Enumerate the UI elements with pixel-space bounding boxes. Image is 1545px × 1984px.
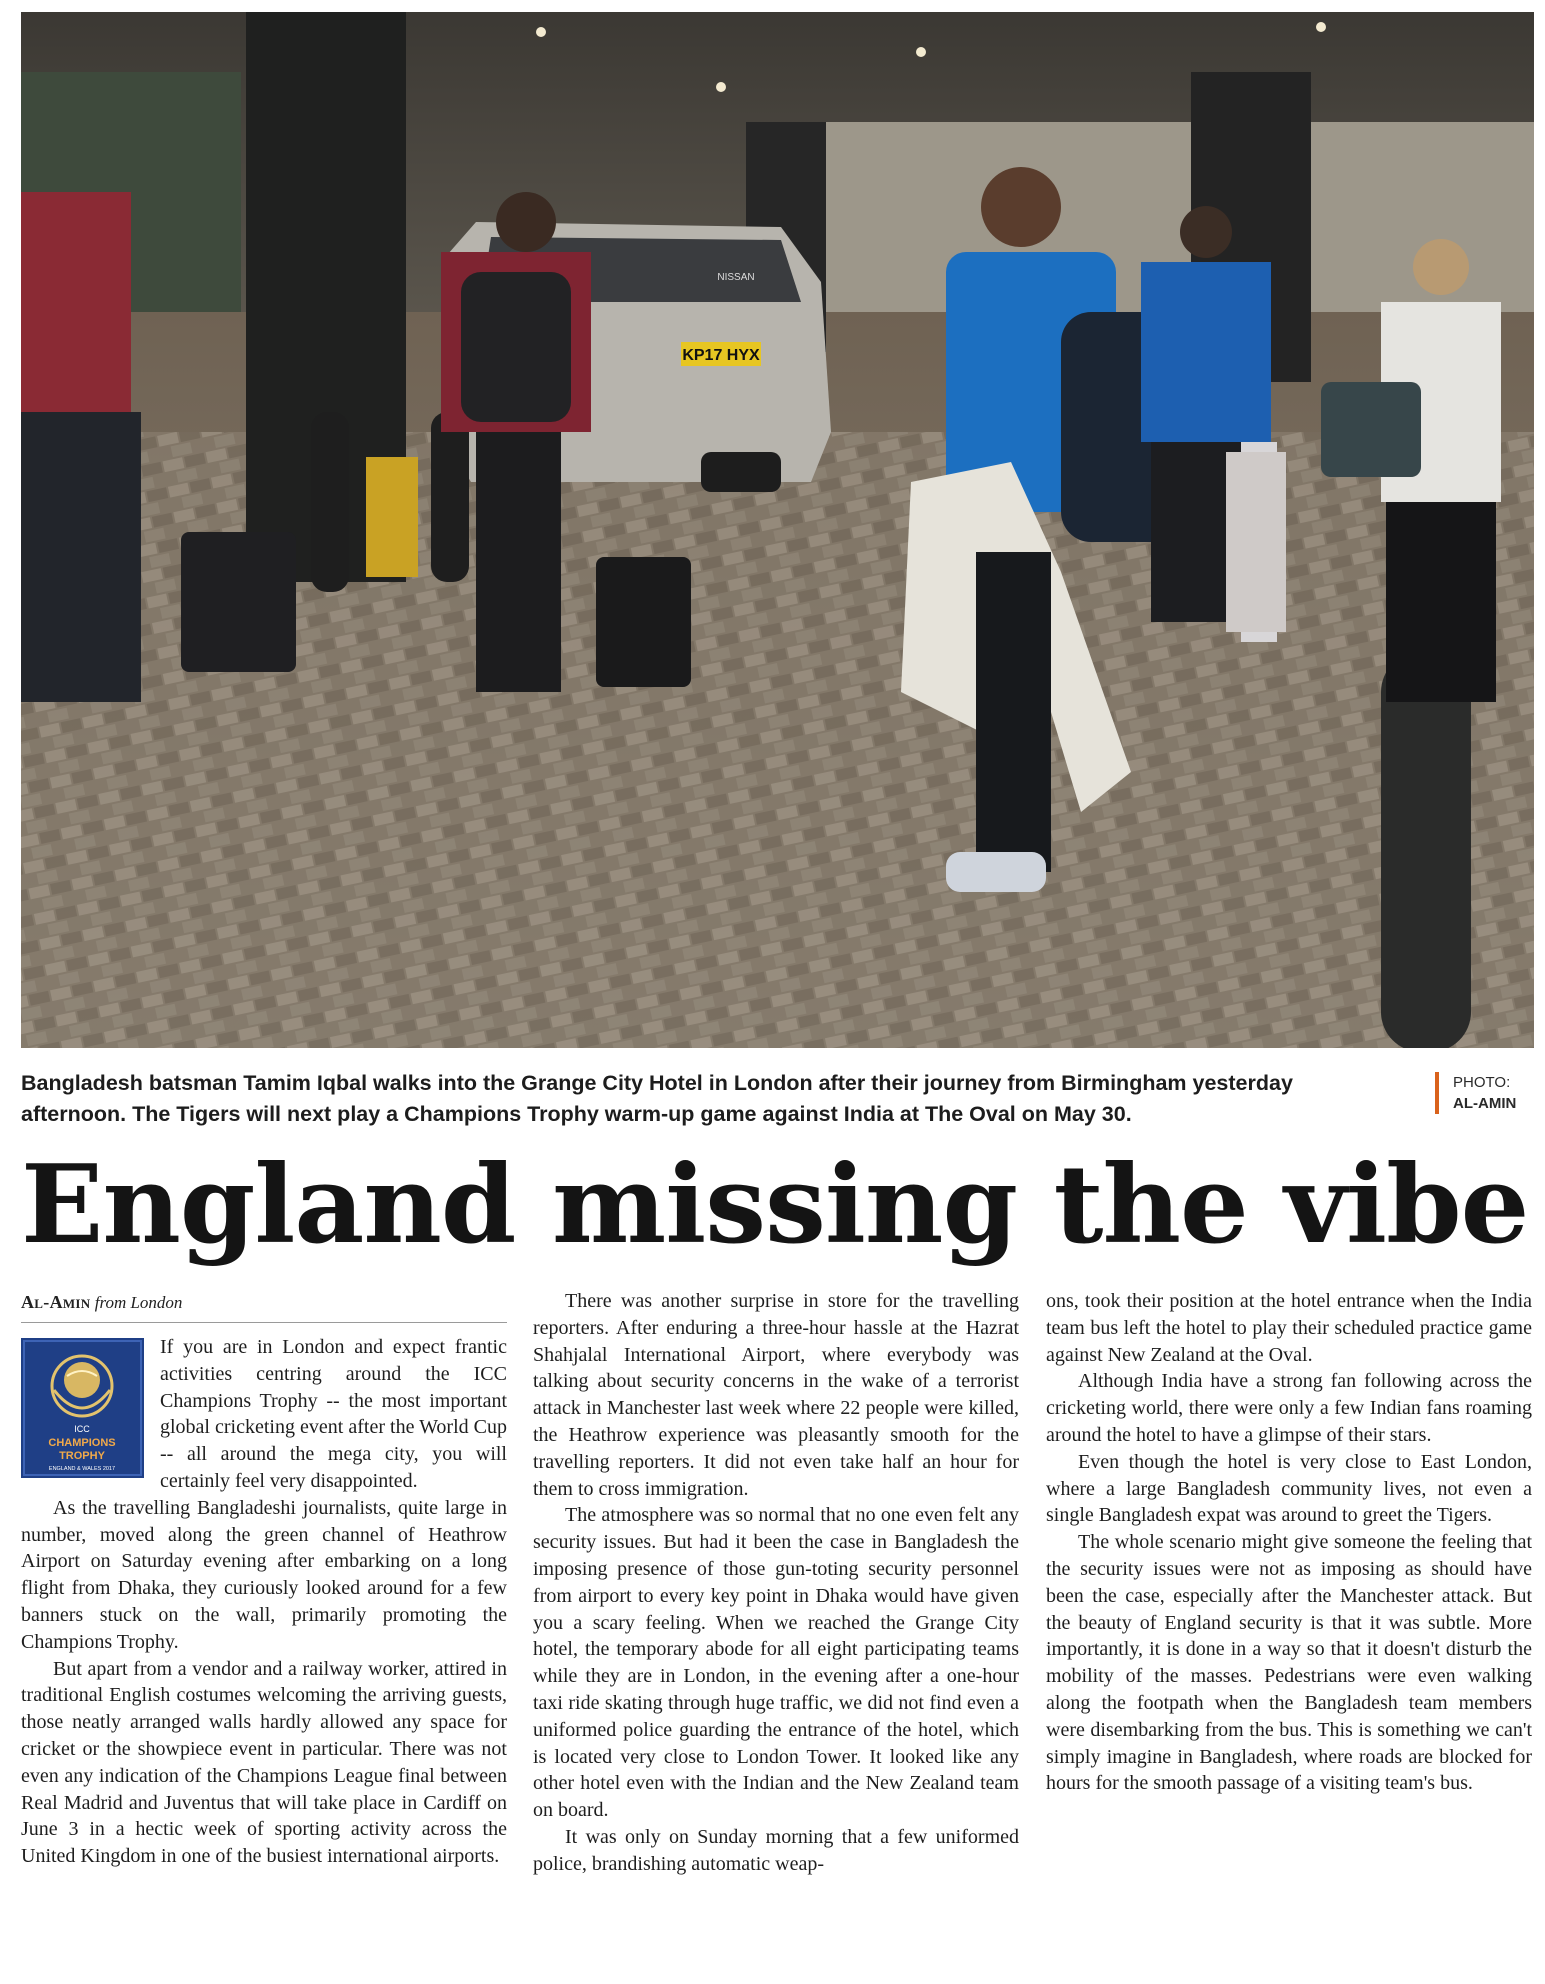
- news-photo: [21, 12, 1534, 1048]
- byline-author: Al-Amin: [21, 1292, 91, 1312]
- paragraph: The atmosphere was so normal that no one even felt any security issues. But had it been the case in Bangladesh the imposing presence of those gun-toting security personnel from airport to every key point in Dhaka would have given you a scary feeling. When we reached the Grange City hotel, the temporary abode for all eight participating teams while they are in London, in the evening after a one-hour taxi ride skating through huge traffic, we did not find even a uniformed police guarding the entrance of the hotel, which is located very close to London Tower. It looked like any other hotel even with the Indian and the New Zealand team on board.: [533, 1504, 1019, 1822]
- logo-org: ICC: [74, 1424, 90, 1434]
- byline-location: from London: [94, 1293, 183, 1312]
- paragraph: There was another surprise in store for the travelling reporters. After enduring a three-hour hassle at the Hazrat Shahjalal International Airport, where everybody was talking about security concerns in the wake of a terrorist attack in Manchester last week where 22 people were killed, the Heathrow experience was pleasantly smooth for the travelling reporters. It did not even take half an hour for them to cross immigration.: [533, 1290, 1019, 1500]
- champions-trophy-logo: [21, 1338, 144, 1478]
- paragraph: As the travelling Bangladeshi journalists, quite large in number, moved along the green channel of Heathrow Airport on Saturday evening after embarking on a long flight from Dhaka, they curiously looked around for a few banners stuck on the wall, primarily promoting the Champions Trophy.: [21, 1496, 507, 1653]
- license-plate: KP17 HYX: [682, 347, 760, 364]
- photo-credit: [1435, 1072, 1516, 1114]
- byline: [21, 1292, 182, 1313]
- article-column-3: [1046, 1288, 1532, 1797]
- credit-name: AL-AMIN: [1453, 1095, 1517, 1112]
- paragraph: But apart from a vendor and a railway worker, attired in traditional English costumes welcoming the arriving guests, those neatly arranged walls hardly allowed any space for cricket or the showpiece event in particular. There was not even any indication of the Champions League final between Real Madrid and Juventus that will take place in Cardiff on June 3 in a hectic week of sporting activity across the United Kingdom in one of the busiest international airports.: [21, 1657, 507, 1868]
- article-column-1: [21, 1334, 507, 1870]
- trophy-icon: [21, 1338, 144, 1478]
- photo-caption: Bangladesh batsman Tamim Iqbal walks into the Grange City Hotel in London after their journey from Birmingham yesterday afternoon. The Tigers will next play a Champions Trophy warm-up game against India at The Oval on May 30.: [21, 1071, 1293, 1126]
- article-column-2: [533, 1288, 1019, 1878]
- credit-label: PHOTO:: [1453, 1074, 1511, 1091]
- byline-divider: [21, 1322, 507, 1323]
- paragraph: Although India have a strong fan following across the cricketing world, there were only a few Indian fans roaming around the hotel to have a glimpse of their stars.: [1046, 1370, 1532, 1446]
- hotel-entrance-photo: [21, 12, 1534, 1048]
- paragraph: ons, took their position at the hotel entrance when the India team bus left the hotel to play their scheduled practice game against New Zealand at the Oval.: [1046, 1290, 1532, 1366]
- logo-line1: CHAMPIONS: [48, 1437, 116, 1449]
- logo-line3: ENGLAND & WALES 2017: [48, 1466, 116, 1472]
- paragraph: It was only on Sunday morning that a few uniformed police, brandishing automatic weap-: [533, 1825, 1019, 1875]
- headline: England missing the vibe: [21, 1142, 1529, 1268]
- paragraph: The whole scenario might give someone the feeling that the security issues were not as imposing as should have been the case, especially after the Manchester attack. But the beauty of England security is that it was subtle. More importantly, it is done in a way so that it doesn't disturb the mobility of the masses. Pedestrians were even walking along the footpath when the Bangladesh team members were disembarking from the bus. This is something we can't simply imagine in Bangladesh, where roads are blocked for hours for the smooth passage of a visiting team's bus.: [1046, 1531, 1532, 1795]
- paragraph: If you are in London and expect frantic activities centring around the ICC Champions Trophy -- the most important global cricketing event after the World Cup -- all around the mega city, you will certainly feel very disappointed.: [160, 1336, 507, 1492]
- logo-line2: TROPHY: [59, 1450, 105, 1462]
- paragraph: Even though the hotel is very close to East London, where a large Bangladesh community lives, not even a single Bangladesh expat was around to greet the Tigers.: [1046, 1450, 1532, 1527]
- car-badge: NISSAN: [717, 272, 755, 283]
